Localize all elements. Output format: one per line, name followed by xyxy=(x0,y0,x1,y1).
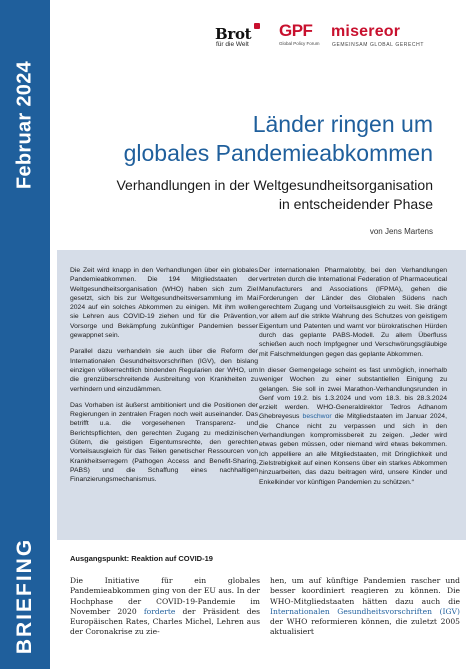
title-line-1: Länder ringen um xyxy=(252,111,433,137)
subtitle-line-1: Verhandlungen in der Weltgesundheitsorganisation xyxy=(116,177,433,193)
forderte-link[interactable]: forderte xyxy=(143,606,176,616)
section-heading: Ausgangspunkt: Reaktion auf COVID-19 xyxy=(70,554,213,563)
page-subtitle xyxy=(53,176,433,214)
title-line-2: globales Pandemieabkommen xyxy=(123,140,433,166)
summary-paragraph: Die Zeit wird knapp in den Verhandlungen über ein globales Pandemieabkommen. Die 194 Mitgliedstaaten der Weltgesundheitsorganisation (WHO) haben sich zum Ziel gesetzt, sich bis zur Weltgesundheitsversammlung im Mai 2024 auf ein solches Abkommen zu einigen. Mit ihm wollen sie Lehren aus COVID-19 ziehen und für die Prävention, Vorsorge und Bekämpfung zukünftiger Pandemien besser gewappnet sein. xyxy=(70,267,258,340)
brot-logo-tagline: für die Welt xyxy=(216,41,249,48)
summary-column-2 xyxy=(259,266,447,494)
brot-logo-word: Brot xyxy=(215,25,252,43)
sidebar xyxy=(0,0,50,669)
body-text: der Präsident des Europäischen Rates, Charles Michel, Lehren aus der Coronakrise zu zie- xyxy=(70,606,260,637)
summary-text: In dieser Gemengelage scheint es fast unmöglich, innerhalb weniger Wochen zu einer substantiellen Einigung zu gelangen. Sie soll in zwei Marathon-Verhandlungsrunden in Genf vom 19.2. bis 1.3.2024 und vom 18.3. bis 28.3.2024 erzielt werden. WHO-Generaldirektor Tedros Adhanom Ghebreyesus xyxy=(259,366,447,421)
briefing-label: BRIEFING xyxy=(13,537,36,655)
summary-paragraph: Der internationalen Pharmalobby, bei den Verhandlungen vertreten durch die International Federation of Pharmaceutical Manufacturers and Associations (IFPMA), gehen die Forderungen der Länder des Globalen Südens nach gerechtem Zugang und Vorteilsausgleich zu weit. Sie drängt vor allem auf die strikte Wahrung des Schutzes von geistigem Eigentum und Patenten und warnt vor bürokratischen Hürden durch das geplante PABS-Modell. Zu allem Überfluss schießen auch noch Impfgegner und Verschwörungsgläubige mit Falschmeldungen gegen das geplante Abkommen. xyxy=(259,267,447,358)
body-column-2 xyxy=(270,576,460,638)
brot-fuer-die-welt-logo xyxy=(215,27,273,51)
body-text: Die Initiative für ein globales Pandemieabkommen ging von der EU aus. In der Hochphase der COVID-19-Pandemie im November 2020 xyxy=(70,576,260,616)
author-byline: von Jens Martens xyxy=(369,227,433,236)
gpf-logo-word: GPF xyxy=(279,21,313,40)
subtitle-line-2: in entscheidender Phase xyxy=(278,196,433,212)
misereor-logo-word: misereor xyxy=(331,23,401,40)
misereor-logo-tagline: GEMEINSAM GLOBAL GERECHT xyxy=(332,42,425,48)
gpf-logo-tagline: Global Policy Forum xyxy=(279,41,320,46)
igv-link[interactable]: Internationalen Gesundheitsvorschriften (IGV) xyxy=(270,606,460,616)
brot-logo-dot xyxy=(254,23,260,29)
body-text: hen, um auf künftige Pandemien rascher und besser koordiniert reagieren zu können. Die WHO-Mitgliedstaaten hätten dazu auch die xyxy=(270,576,460,606)
summary-column-1 xyxy=(70,266,258,492)
summary-paragraph xyxy=(259,366,447,487)
beschwor-link[interactable]: beschwor xyxy=(302,413,332,421)
date-label: Februar 2024 xyxy=(13,60,36,190)
misereor-logo xyxy=(331,23,451,51)
summary-text: die Mitgliedstaaten im Januar 2024, die Chance nicht zu verpassen und sich in den Verhandlungen kompromissbereit zu zeigen. „Jeder wird etwas geben müssen, oder niemand wird etwas bekommen. Ich appelliere an alle Mitgliedstaaten, mit Dringlichkeit und Zielstrebigkeit auf einen Konsens über ein starkes Abkommen hinzuarbeiten, das dazu beitragen wird, unsere Kinder und Enkelkinder vor künftigen Pandemien zu schützen.“ xyxy=(259,413,447,486)
body-column-1 xyxy=(70,576,260,638)
summary-paragraph: Das Vorhaben ist äußerst ambitioniert und die Positionen der Regierungen in zentralen Fragen noch weit auseinander. Das betrifft u.a. die vorgesehenen Transparenz- und Berichtspflichten, den gerechten Zugang zu medizinischen Gütern, die geistigen Eigentumsrechte, den gerechten Vorteilsausgleich für das Teilen genetischer Ressourcen von Krankheitserregern (Pathogen Access and Benefit-Sharing, PABS) und die Schaffung eines nachhaltigen Finanzierungsmechanismus. xyxy=(70,401,258,484)
body-text: der WHO reformieren können, die zuletzt 2005 aktualisiert xyxy=(270,617,460,637)
page-title xyxy=(53,110,433,168)
global-policy-forum-logo xyxy=(279,21,321,51)
summary-paragraph: Parallel dazu verhandeln sie auch über die Reform der Internationalen Gesundheitsvorschriften (IGV), den bislang einzigen völkerrechtlich bindenden Regularien der WHO, um die grenzüberschreitende Ausbreitung von Krankheiten zu verhindern und einzudämmen. xyxy=(70,348,258,393)
